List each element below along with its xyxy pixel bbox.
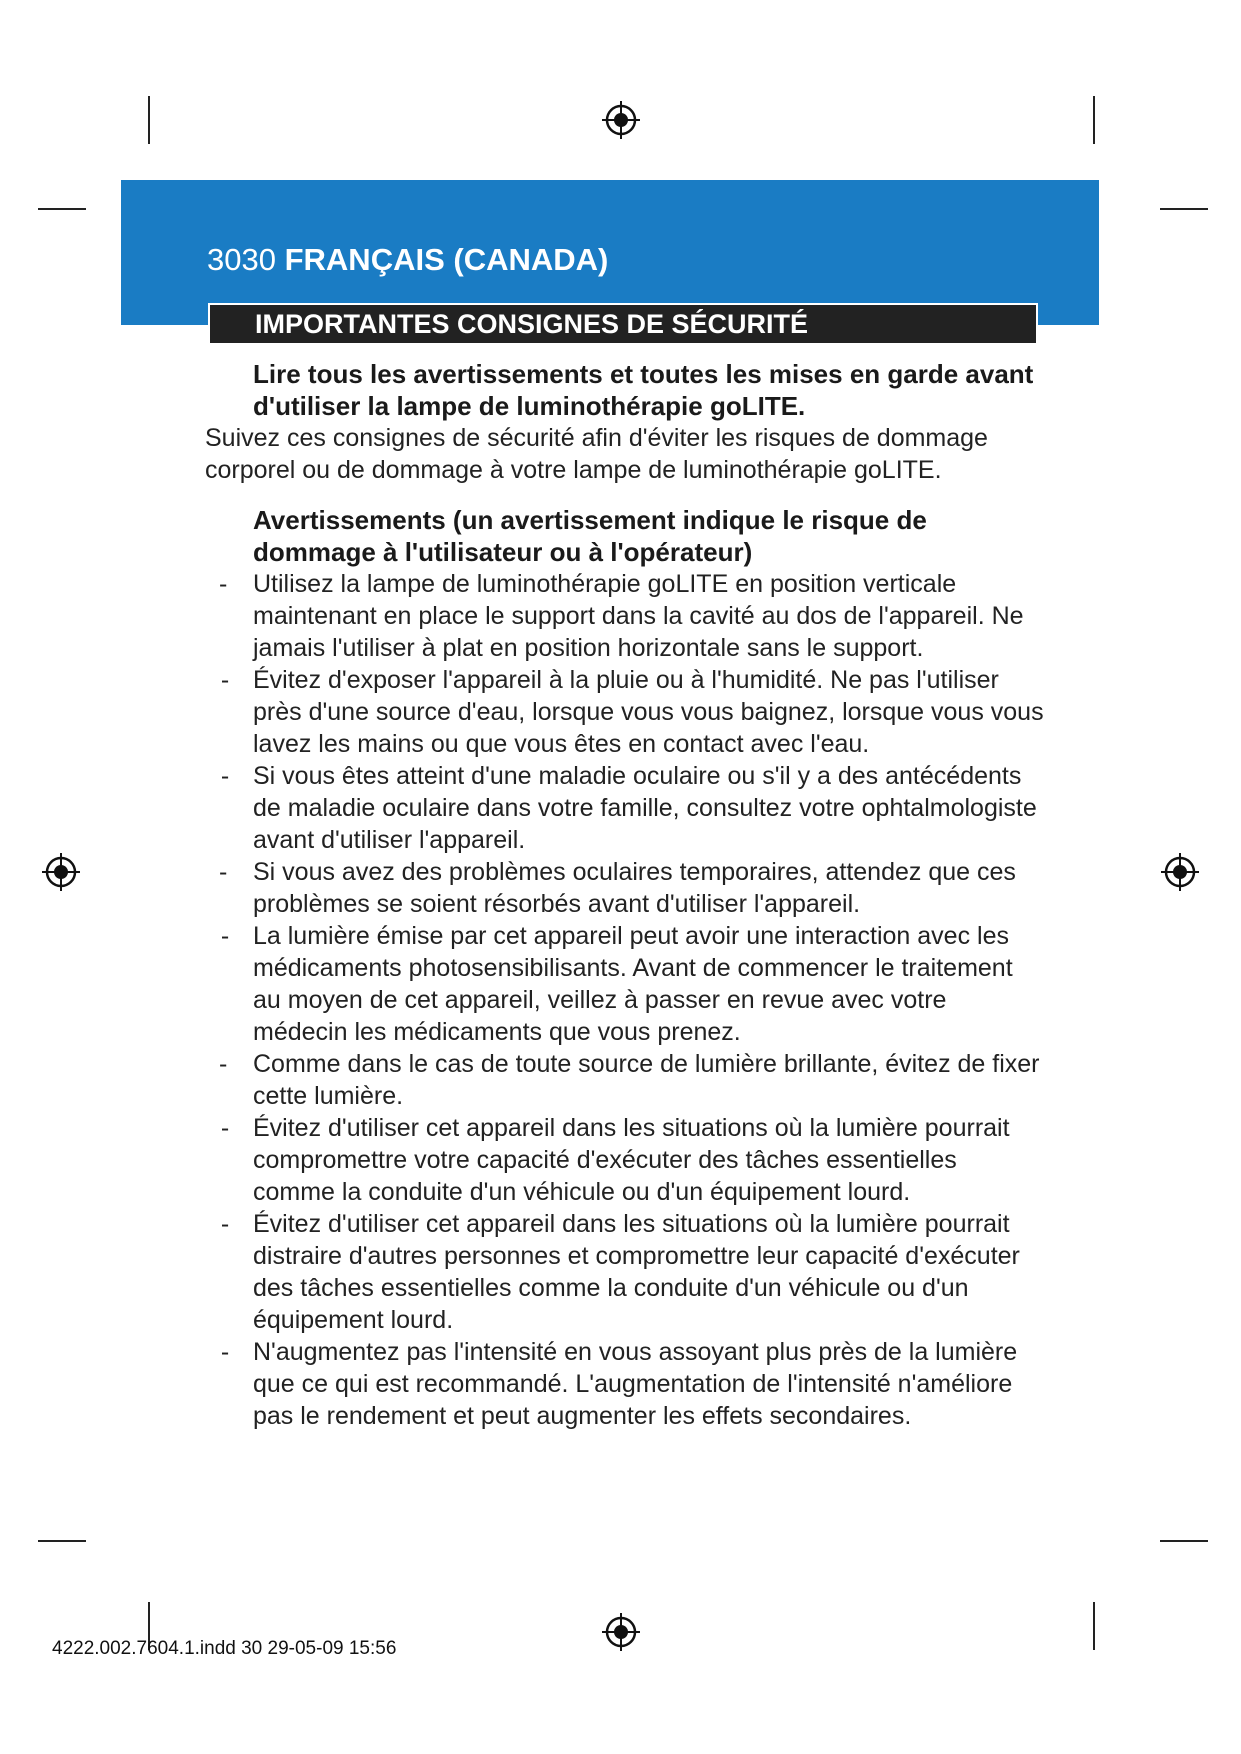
list-item: - Évitez d'utiliser cet appareil dans les situations où la lumière pourrait compromettre votre capacité d'exécuter des tâches essentielles comme la conduite d'un véhicule ou d'un équipement lourd. <box>205 1112 1045 1208</box>
list-item: - Utilisez la lampe de luminothérapie goLITE en position verticale maintenant en place le support dans la cavité au dos de l'appareil. Ne jamais l'utiliser à plat en position horizontale sans le support. <box>219 570 1024 662</box>
warnings-heading: Avertissements (un avertissement indique le risque de dommage à l'utilisateur ou à l'opérateur) <box>253 505 927 567</box>
list-item: - Évitez d'utiliser cet appareil dans les situations où la lumière pourrait distraire d'autres personnes et compromettre leur capacité d'exécuter des tâches essentielles comme la conduite d'un véhicule ou d'un équipement lourd. <box>205 1208 1045 1336</box>
intro-lead: Lire tous les avertissements et toutes les mises en garde avant d'utiliser la lampe de luminothérapie goLITE. <box>253 359 1034 421</box>
crop-mark-top-left <box>148 96 150 144</box>
bullet-dash: - <box>220 666 230 694</box>
crop-mark-right-bottom <box>1160 1540 1208 1542</box>
crop-mark-bottom-right <box>1093 1602 1095 1650</box>
list-item: - N'augmentez pas l'intensité en vous assoyant plus près de la lumière que ce qui est recommandé. L'augmentation de l'intensité n'améliore pas le rendement et peut augmenter les effets secondaires. <box>205 1336 1045 1432</box>
list-item: - Si vous avez des problèmes oculaires temporaires, attendez que ces problèmes se soient résorbés avant d'utiliser l'appareil. <box>219 858 1016 918</box>
list-item: - Évitez d'exposer l'appareil à la pluie ou à l'humidité. Ne pas l'utiliser près d'une source d'eau, lorsque vous vous baignez, lorsque vous vous lavez les mains ou que vous êtes en contact avec l'eau. <box>205 664 1045 760</box>
bullet-dash: - <box>220 1114 230 1142</box>
section-title: IMPORTANTES CONSIGNES DE SÉCURITÉ <box>255 309 809 339</box>
bullet-dash: - <box>220 1210 230 1238</box>
bullet-dash: - <box>219 1050 228 1078</box>
list-item: - Si vous êtes atteint d'une maladie oculaire ou s'il y a des antécédents de maladie oculaire dans votre famille, consultez votre ophtalmologiste avant d'utiliser l'appareil. <box>205 760 1045 856</box>
crop-mark-left-bottom <box>38 1540 86 1542</box>
warnings-list <box>205 568 1045 1432</box>
registration-mark-icon <box>41 852 81 892</box>
page-number: 3030 <box>207 242 276 277</box>
registration-mark-icon <box>601 1612 641 1652</box>
crop-mark-top-right <box>1093 96 1095 144</box>
bullet-dash: - <box>220 762 230 790</box>
crop-mark-right-top <box>1160 208 1208 210</box>
intro-paragraph: Suivez ces consignes de sécurité afin d'éviter les risques de dommage corporel ou de dommage à votre lampe de luminothérapie goLITE. <box>205 424 988 484</box>
registration-mark-icon <box>1160 852 1200 892</box>
bullet-dash: - <box>219 858 228 886</box>
list-item: - Comme dans le cas de toute source de lumière brillante, évitez de fixer cette lumière. <box>219 1050 1040 1110</box>
language-title: FRANÇAIS (CANADA) <box>284 242 609 277</box>
bullet-dash: - <box>220 1338 230 1366</box>
crop-mark-left-top <box>38 208 86 210</box>
print-slug: 4222.002.7604.1.indd 30 29-05-09 15:56 <box>52 1638 397 1659</box>
bullet-dash: - <box>220 922 230 950</box>
page-header <box>207 240 608 280</box>
registration-mark-icon <box>601 100 641 140</box>
list-item: - La lumière émise par cet appareil peut avoir une interaction avec les médicaments photosensibilisants. Avant de commencer le traitement au moyen de cet appareil, veillez à passer en revue avec votre médecin les médicaments que vous prenez. <box>205 920 1045 1048</box>
bullet-dash: - <box>219 570 228 598</box>
document-body <box>205 358 1045 1432</box>
